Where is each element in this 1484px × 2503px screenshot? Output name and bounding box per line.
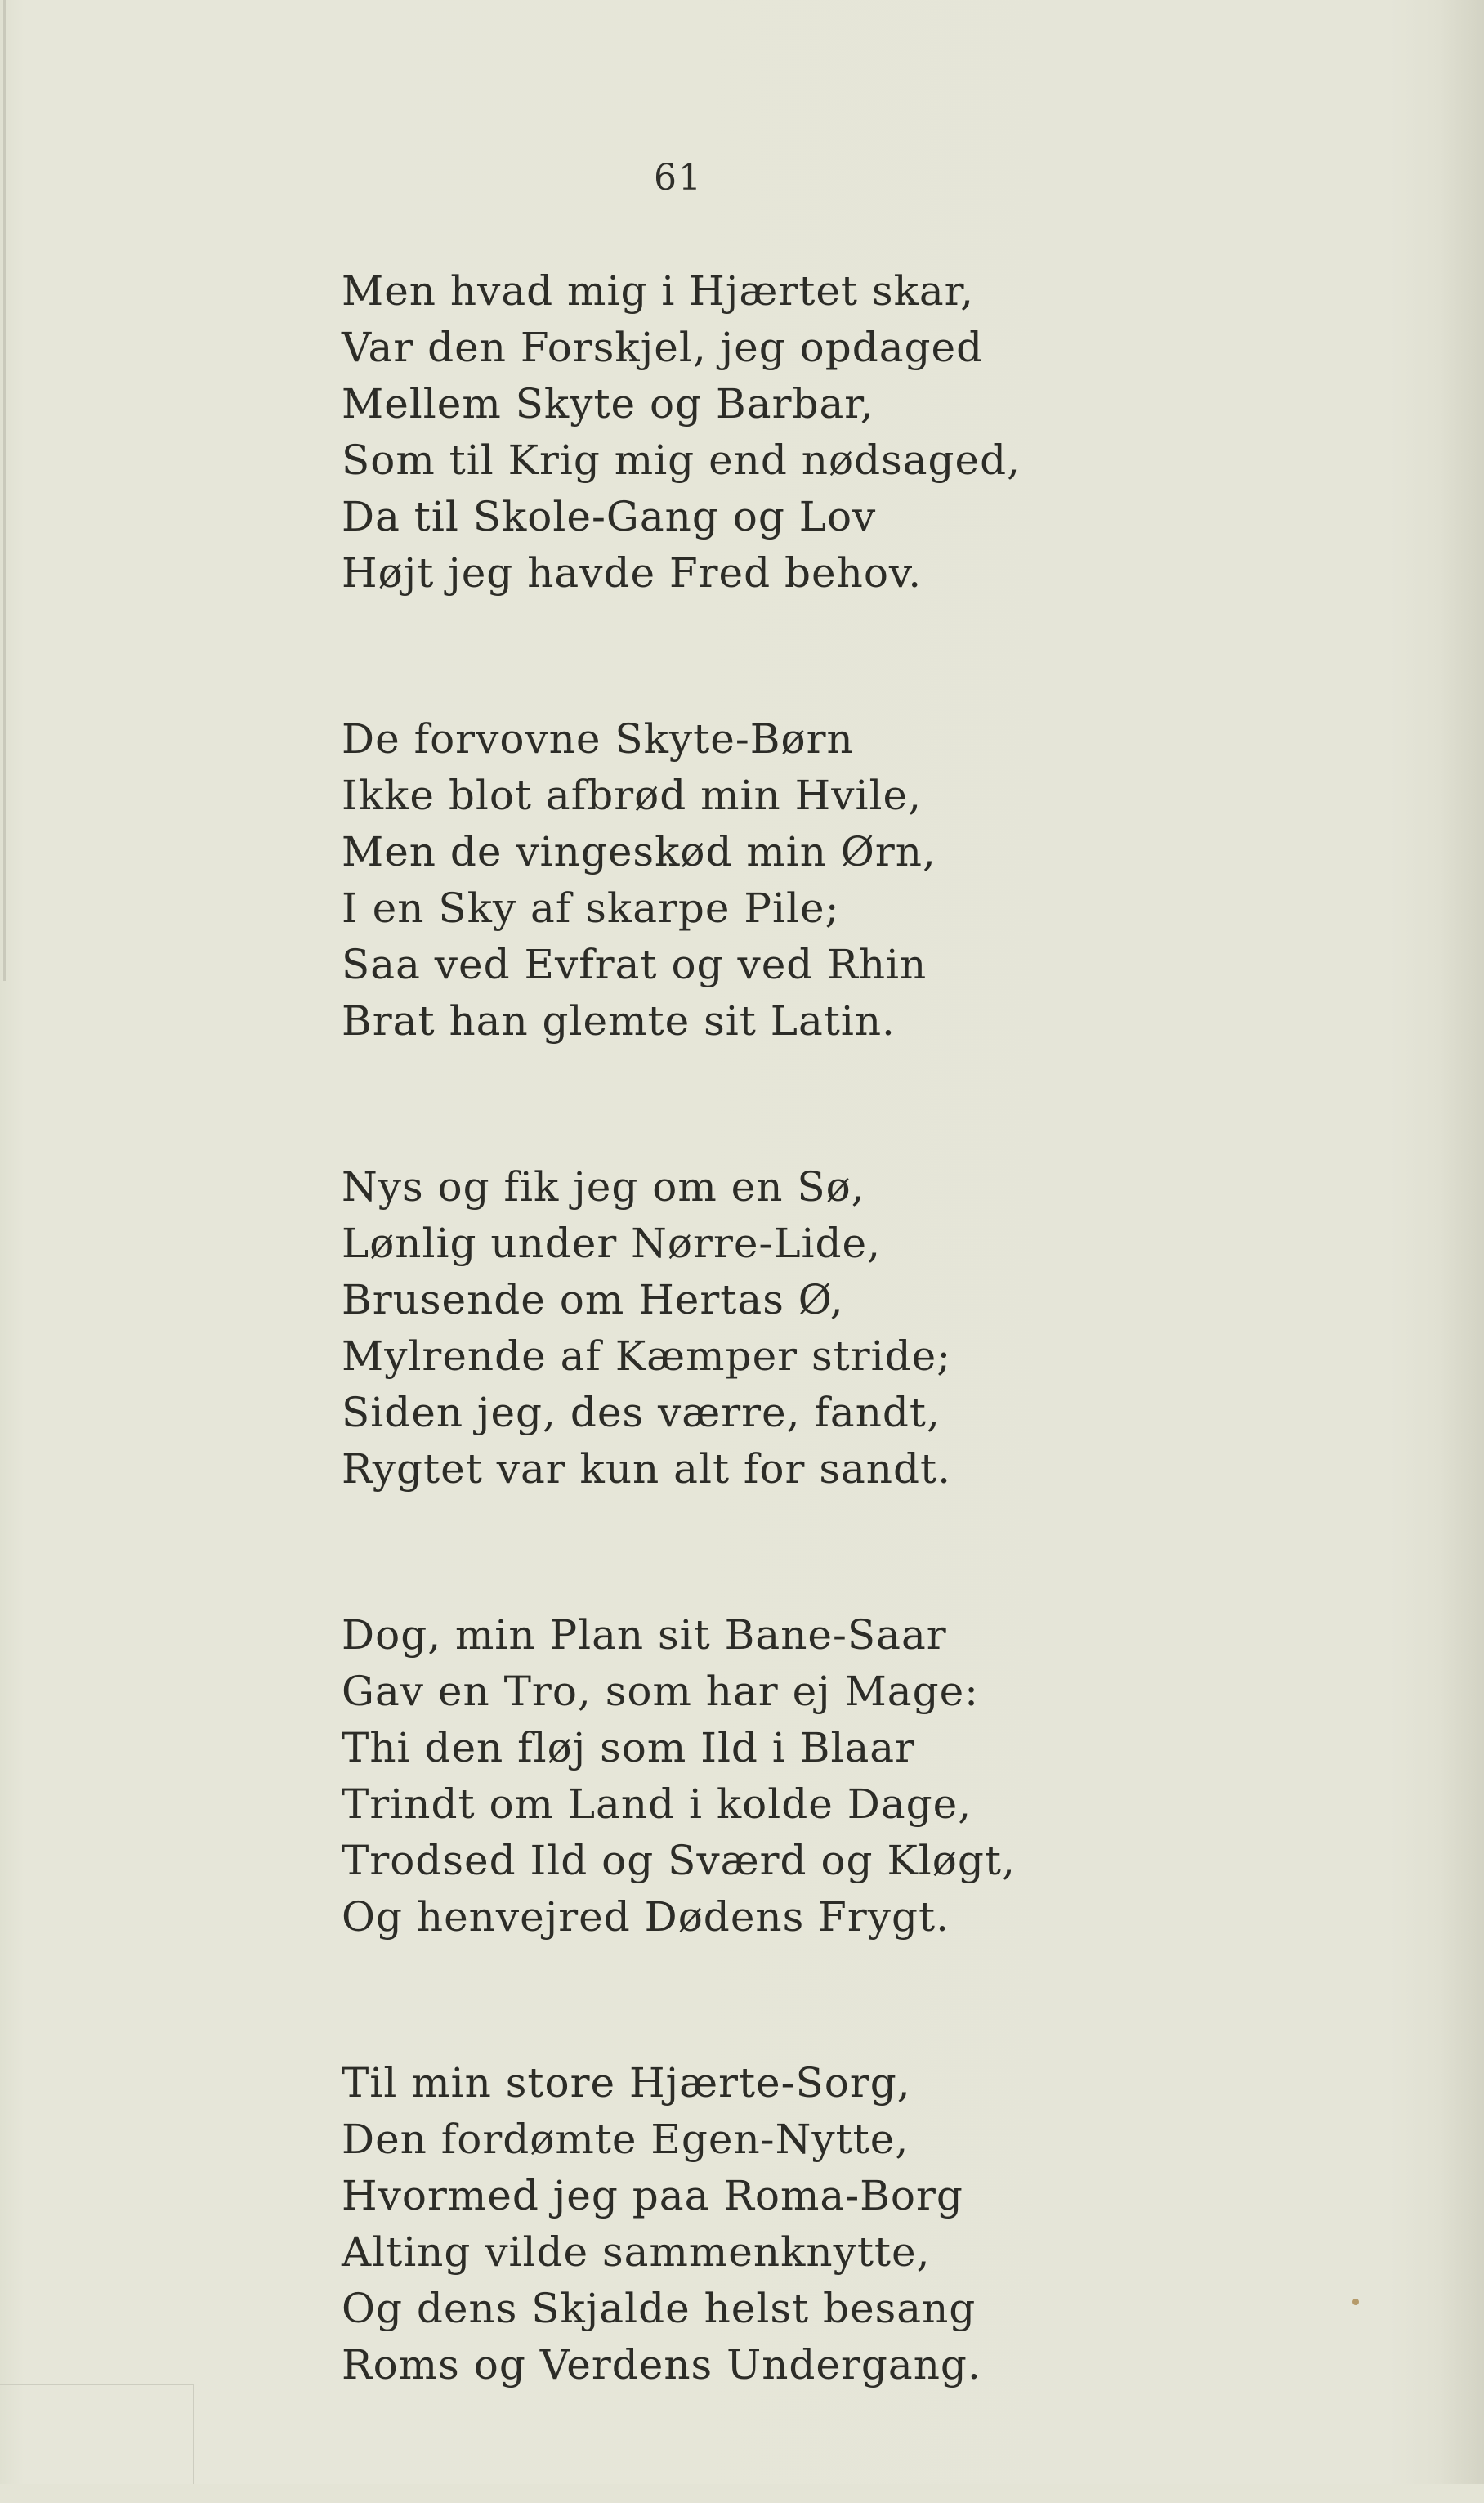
verse-line: Trindt om Land i kolde Dage,	[342, 1780, 972, 1828]
verse-line: De forvovne Skyte-Børn	[342, 715, 854, 763]
verse-line: Højt jeg havde Fred behov.	[342, 549, 923, 597]
verse-line: Nys og fik jeg om en Sø,	[342, 1163, 865, 1211]
verse-line: Saa ved Evfrat og ved Rhin	[342, 941, 928, 988]
verse-line: Roms og Verdens Undergang.	[342, 2341, 981, 2389]
verse-line: Gav en Tro, som har ej Mage:	[342, 1668, 980, 1715]
verse-line: Thi den fløj som Ild i Blaar	[342, 1724, 915, 1771]
verse-line: Brat han glemte sit Latin.	[342, 997, 896, 1045]
stanza	[342, 2055, 1420, 2393]
verse-line: Den fordømte Egen-Nytte,	[342, 2116, 910, 2163]
stanza	[342, 711, 1420, 1050]
scan-corner-frame	[0, 2384, 194, 2484]
verse-line: Trodsed Ild og Sværd og Kløgt,	[342, 1837, 1016, 1884]
verse-line: Lønlig under Nørre-Lide,	[342, 1220, 882, 1267]
stanza	[342, 1159, 1420, 1498]
verse-line: Til min store Hjærte-Sorg,	[342, 2059, 911, 2107]
page-number: 61	[654, 157, 703, 199]
verse-line: Var den Forskjel, jeg opdaged	[342, 324, 984, 371]
verse-line: Mylrende af Kæmper stride;	[342, 1332, 952, 1380]
stanza	[342, 1607, 1420, 1946]
verse-line: Brusende om Hertas Ø,	[342, 1276, 844, 1323]
verse-line: Hvormed jeg paa Roma-Borg	[342, 2172, 963, 2219]
verse-line: Men hvad mig i Hjærtet skar,	[342, 267, 974, 315]
verse-line: Og dens Skjalde helst besang	[342, 2285, 977, 2332]
verse-line: Rygtet var kun alt for sandt.	[342, 1445, 951, 1493]
verse-line: I en Sky af skarpe Pile;	[342, 884, 840, 932]
verse-line: Da til Skole-Gang og Lov	[342, 493, 877, 540]
verse-line: Dog, min Plan sit Bane-Saar	[342, 1611, 947, 1659]
verse-line: Og henvejred Dødens Frygt.	[342, 1893, 950, 1941]
verse-line: Mellem Skyte og Barbar,	[342, 380, 874, 428]
verse-line: Alting vilde sammenknytte,	[342, 2228, 931, 2276]
verse-line: Ikke blot afbrød min Hvile,	[342, 772, 922, 819]
poem	[342, 263, 1420, 2503]
page-gutter-edge	[3, 0, 6, 981]
stanza	[342, 263, 1420, 602]
verse-line: Som til Krig mig end nødsaged,	[342, 437, 1021, 484]
verse-line: Men de vingeskød min Ørn,	[342, 828, 936, 875]
verse-line: Siden jeg, des værre, fandt,	[342, 1389, 941, 1436]
facing-page-shadow	[1438, 0, 1484, 2484]
